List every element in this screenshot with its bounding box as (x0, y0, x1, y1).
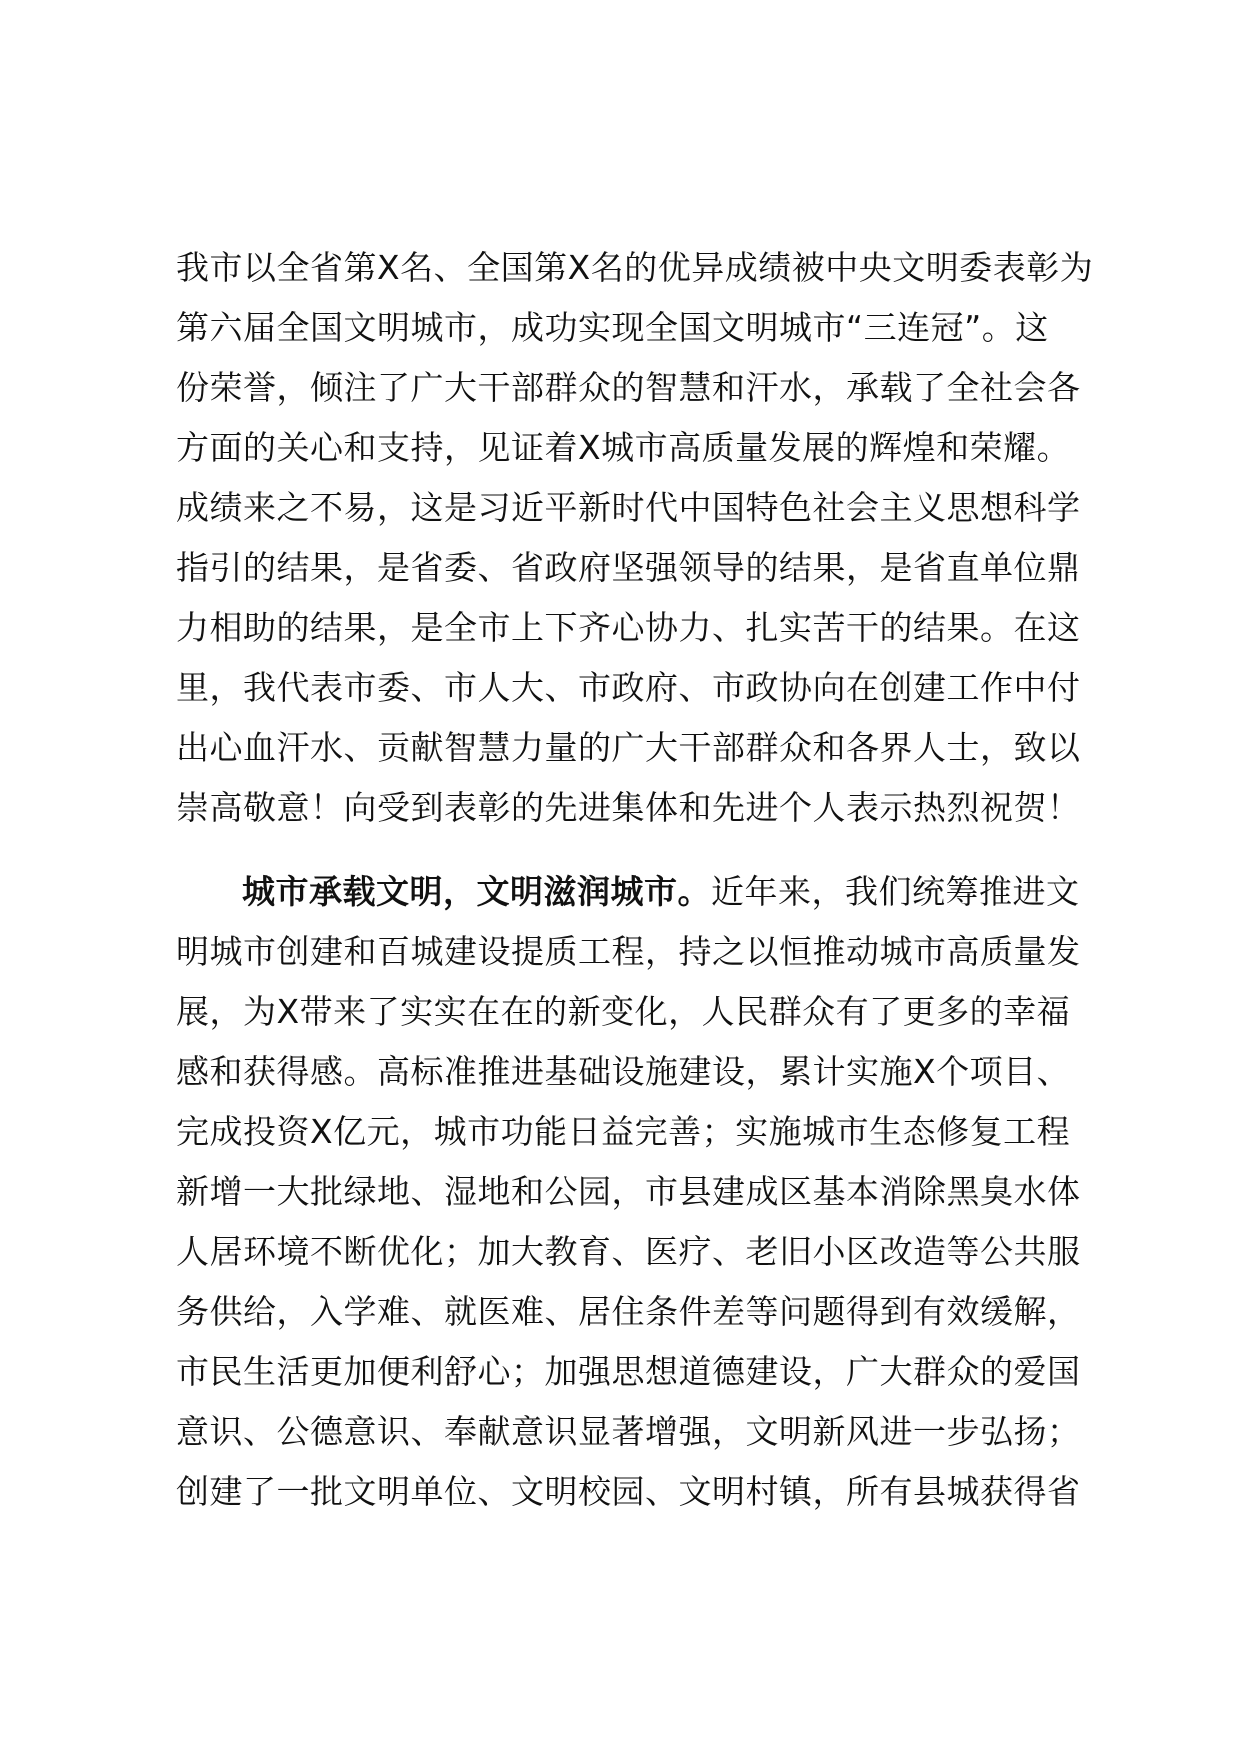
paragraph-city-civilization (176, 862, 1106, 1522)
text-line: 明城市创建和百城建设提质工程，持之以恒推动城市高质量发 (176, 932, 1081, 971)
text-line: 崇高敬意！向受到表彰的先进集体和先进个人表示热烈祝贺！ (176, 788, 1081, 827)
text-line: 第六届全国文明城市，成功实现全国文明城市“三连冠”。这 (176, 308, 1049, 347)
text-line: 意识、公德意识、奉献意识显著增强，文明新风进一步弘扬； (176, 1412, 1081, 1451)
text-line: 新增一大批绿地、湿地和公园，市县建成区基本消除黑臭水体 (176, 1172, 1081, 1211)
text-line: 市民生活更加便利舒心；加强思想道德建设，广大群众的爱国 (176, 1352, 1081, 1391)
text-line: 指引的结果，是省委、省政府坚强领导的结果，是省直单位鼎 (176, 548, 1081, 587)
text-line: 创建了一批文明单位、文明校园、文明村镇，所有县城获得省 (176, 1472, 1081, 1511)
text-line: 力相助的结果，是全市上下齐心协力、扎实苦干的结果。在这 (176, 608, 1081, 647)
text-line: 务供给，入学难、就医难、居住条件差等问题得到有效缓解， (176, 1292, 1081, 1331)
text-line: 展，为X带来了实实在在的新变化，人民群众有了更多的幸福 (176, 992, 1071, 1031)
text-line: 完成投资X亿元，城市功能日益完善；实施城市生态修复工程 (176, 1112, 1071, 1151)
text-line: 份荣誉，倾注了广大干部群众的智慧和汗水，承载了全社会各 (176, 368, 1081, 407)
text-line: 方面的关心和支持，见证着X城市高质量发展的辉煌和荣耀。 (176, 428, 1071, 467)
text-line: 人居环境不断优化；加大教育、医疗、老旧小区改造等公共服 (176, 1232, 1081, 1271)
text-line: 我市以全省第X名、全国第X名的优异成绩被中央文明委表彰为 (176, 248, 1094, 287)
paragraph-achievement (176, 238, 1106, 838)
bold-lead-sentence: 城市承载文明，文明滋润城市。 (242, 872, 711, 911)
text-line: 里，我代表市委、市人大、市政府、市政协向在创建工作中付 (176, 668, 1081, 707)
paragraph-first-line (176, 862, 1106, 922)
first-line-text: 近年来，我们统筹推进文 (711, 872, 1080, 911)
text-line: 出心血汗水、贡献智慧力量的广大干部群众和各界人士，致以 (176, 728, 1081, 767)
text-line: 成绩来之不易，这是习近平新时代中国特色社会主义思想科学 (176, 488, 1081, 527)
text-line: 感和获得感。高标准推进基础设施建设，累计实施X个项目、 (176, 1052, 1071, 1091)
